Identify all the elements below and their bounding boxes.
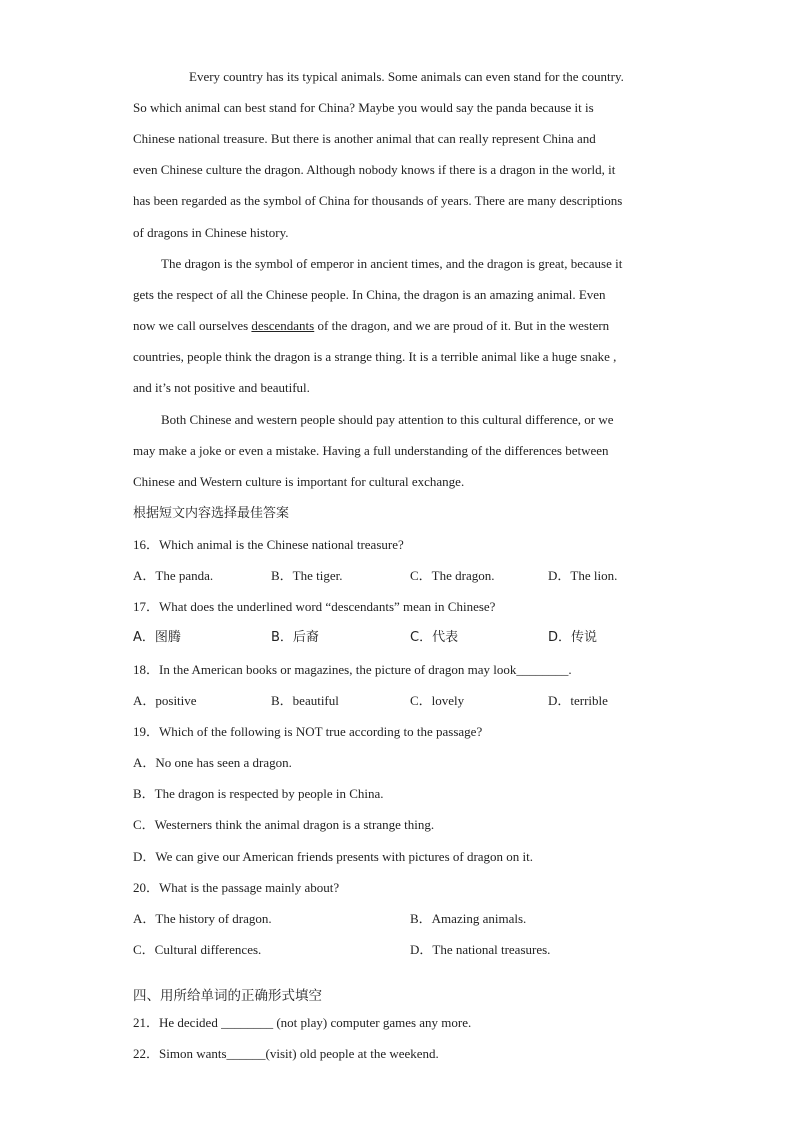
passage-line: Every country has its typical animals. Some animals can even stand for the country. — [189, 69, 624, 84]
question-stem: 17．What does the underlined word “descendants” mean in Chinese? — [133, 599, 496, 614]
text-segment: now we call ourselves — [133, 318, 252, 333]
option-c[interactable]: C．代表 — [410, 630, 459, 645]
option-a[interactable]: A．图腾 — [133, 630, 181, 645]
passage-line: has been regarded as the symbol of China for thousands of years. There are many descriptions — [133, 193, 623, 208]
option-d[interactable]: D．We can give our American friends presents with pictures of dragon on it. — [133, 849, 534, 864]
passage-line: The dragon is the symbol of emperor in ancient times, and the dragon is great, because it — [161, 256, 623, 271]
passage-line: countries, people think the dragon is a strange thing. It is a terrible animal like a huge snake , — [133, 349, 617, 364]
text-segment: of the dragon, and we are proud of it. But in the western — [314, 318, 610, 333]
option-d[interactable]: D．terrible — [548, 693, 608, 708]
option-c[interactable]: C．The dragon. — [410, 568, 495, 583]
question-stem: 20．What is the passage mainly about? — [133, 880, 340, 895]
passage-line: So which animal can best stand for China? Maybe you would say the panda because it is — [133, 100, 594, 115]
passage-line: Chinese and Western culture is important for cultural exchange. — [133, 474, 465, 489]
option-a[interactable]: A．No one has seen a dragon. — [133, 755, 292, 770]
option-c[interactable]: C．Cultural differences. — [133, 942, 262, 957]
question-stem: 19．Which of the following is NOT true according to the passage? — [133, 724, 483, 739]
option-b[interactable]: B．The tiger. — [271, 568, 343, 583]
option-c[interactable]: C．lovely — [410, 693, 465, 708]
option-b[interactable]: B．beautiful — [271, 693, 339, 708]
section-title: 四、用所给单词的正确形式填空 — [133, 988, 322, 1004]
passage-line — [133, 318, 609, 334]
question-stem: 18．In the American books or magazines, the picture of dragon may look________. — [133, 662, 572, 677]
option-b[interactable]: B．The dragon is respected by people in China. — [133, 786, 384, 801]
question-stem: 22．Simon wants______(visit) old people at the weekend. — [133, 1046, 439, 1061]
option-b[interactable]: B．Amazing animals. — [410, 911, 527, 926]
underlined-word: descendants — [251, 318, 315, 333]
option-a[interactable]: A．The history of dragon. — [133, 911, 272, 926]
option-b[interactable]: B．后裔 — [271, 630, 319, 645]
passage-line: of dragons in Chinese history. — [133, 225, 289, 240]
option-d[interactable]: D．The lion. — [548, 568, 618, 583]
section-instruction: 根据短文内容选择最佳答案 — [133, 506, 290, 521]
option-c[interactable]: C．Westerners think the animal dragon is a strange thing. — [133, 817, 435, 832]
passage-line: Chinese national treasure. But there is another animal that can really represent China and — [133, 131, 596, 146]
passage-line: Both Chinese and western people should pay attention to this cultural difference, or we — [161, 412, 614, 427]
option-d[interactable]: D．传说 — [548, 630, 598, 645]
question-stem: 16．Which animal is the Chinese national treasure? — [133, 537, 404, 552]
question-stem: 21．He decided ________ (not play) computer games any more. — [133, 1015, 472, 1030]
option-a[interactable]: A．positive — [133, 693, 197, 708]
passage-line: even Chinese culture the dragon. Although nobody knows if there is a dragon in the world, it — [133, 162, 616, 177]
passage-line: gets the respect of all the Chinese people. In China, the dragon is an amazing animal. Even — [133, 287, 606, 302]
option-a[interactable]: A．The panda. — [133, 568, 214, 583]
passage-line: may make a joke or even a mistake. Having a full understanding of the differences between — [133, 443, 609, 458]
passage-line: and it’s not positive and beautiful. — [133, 380, 310, 395]
option-d[interactable]: D．The national treasures. — [410, 942, 551, 957]
